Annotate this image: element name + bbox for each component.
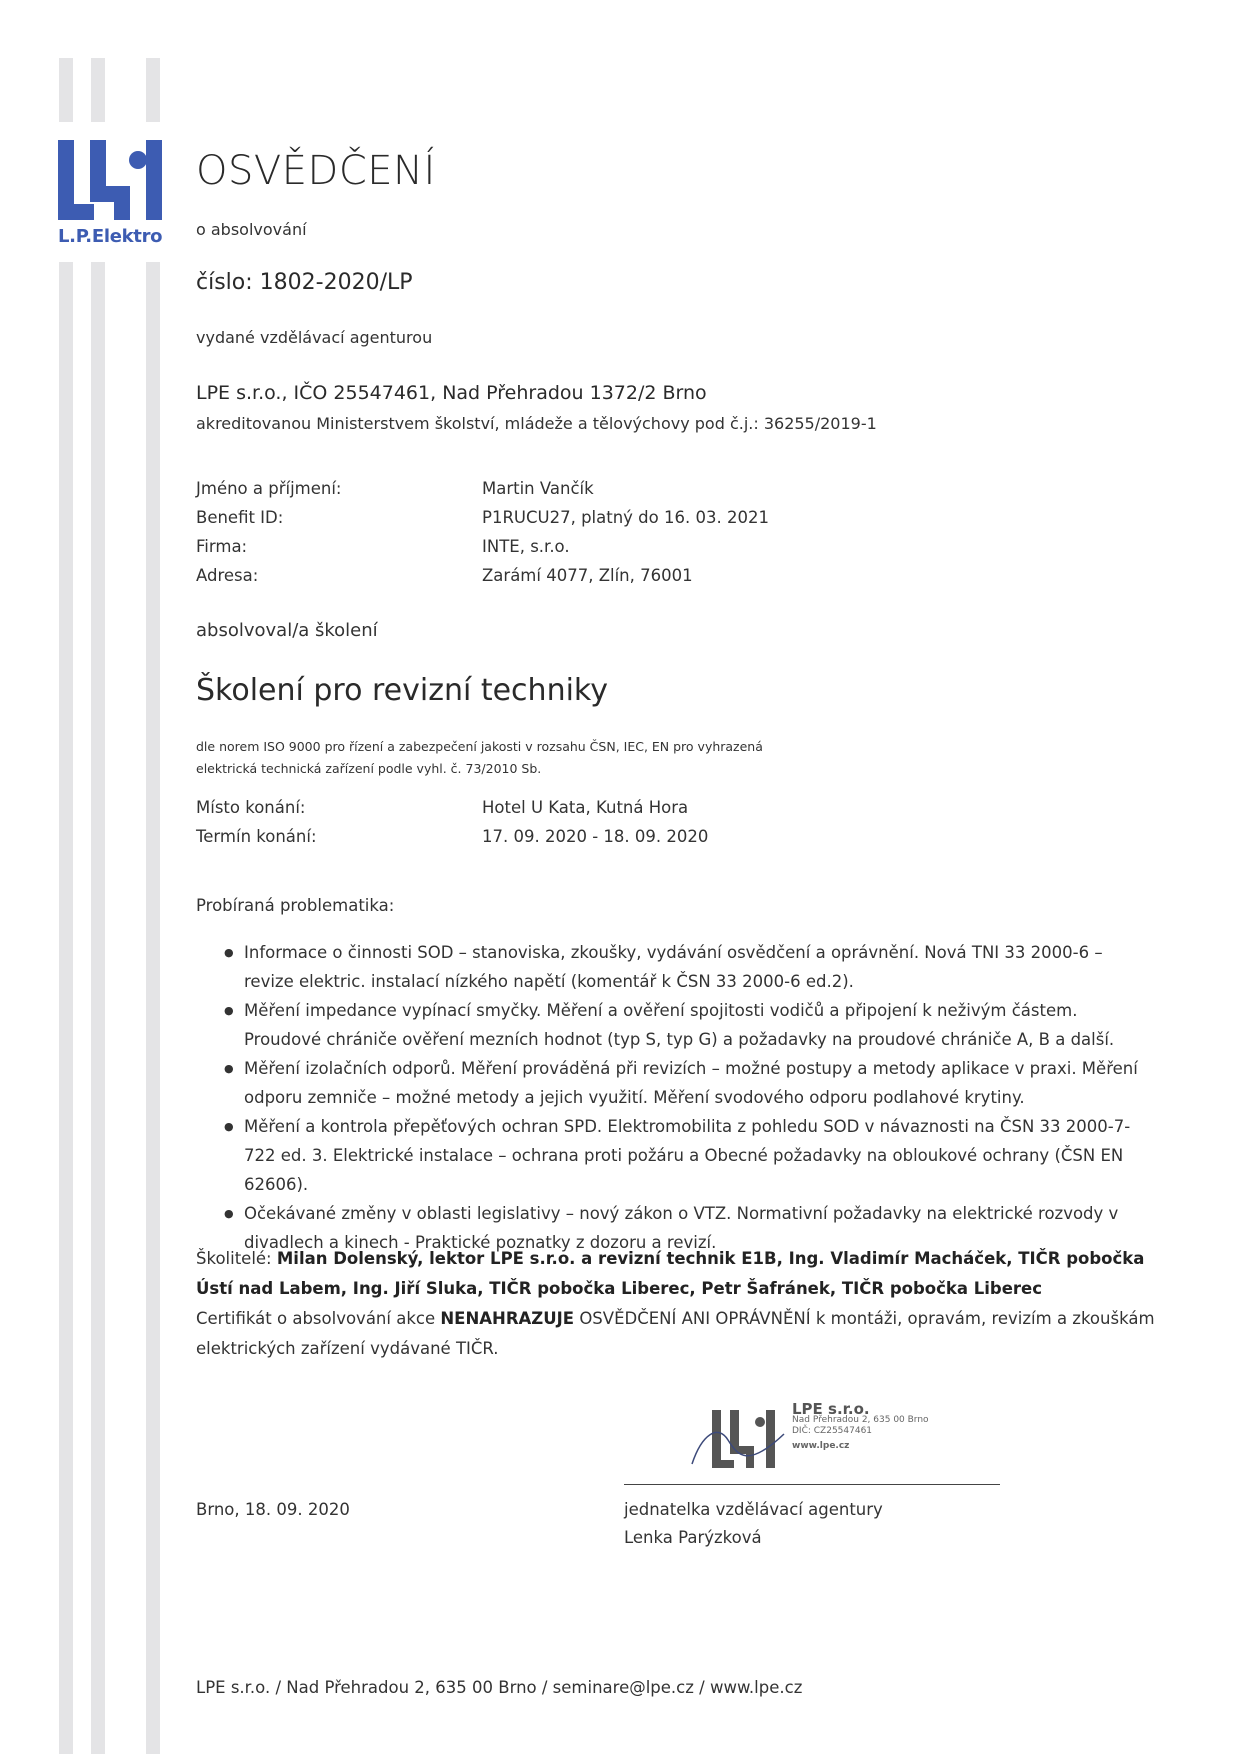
detail-row [196,827,708,856]
stamp-logo-icon [688,1404,788,1474]
list-item: ● Měření izolačních odporů. Měření prováděná při revizích – možné postupy a metody aplikace v praxi. Měření odporu zemniče – možné metody a jejich využití. Měření svodového odporu podlahové krytiny. [226,1054,1156,1112]
trainers-paragraph [196,1244,1156,1364]
completed-label: absolvoval/a školení [196,620,378,641]
signatory-name: Lenka Parýzková [624,1528,762,1547]
detail-label: Místo konání: [196,798,306,817]
detail-label: Firma: [196,537,248,556]
decor-stripe [146,58,160,122]
detail-row [196,508,769,537]
decor-stripe [59,262,73,1754]
signature-line [624,1484,1000,1485]
detail-label: Termín konání: [196,827,317,846]
detail-label: Benefit ID: [196,508,284,527]
list-item: ● Měření a kontrola přepěťových ochran SPD. Elektromobilita z pohledu SOD v návaznosti na ČSN 33 2000-7-722 ed. 3. Elektrické instalace – ochrana proti požáru a Obecné požadavky na obloukové ochrany (ČSN EN 62606). [226,1112,1156,1199]
person-details [196,479,769,595]
stamp-web: www.lpe.cz [792,1441,850,1451]
lpe-logo-icon [58,138,162,222]
event-details [196,798,708,856]
company-stamp [688,1400,948,1474]
list-item: ● Očekávané změny v oblasti legislativy – nový zákon o VTZ. Normativní požadavky na elektrické rozvody v divadlech a kinech - Praktické poznatky z dozoru a revizí. [226,1199,1156,1257]
trainers-names: Milan Dolenský, lektor LPE s.r.o. a revizní technik E1B, Ing. Vladimír Macháček, TIČR pobočka Ústí nad Labem, Ing. Jiří Sluka, TIČR pobočka Liberec, Petr Šafránek, TIČR pobočka Liberec [196,1249,1145,1298]
list-item: ● Informace o činnosti SOD – stanoviska, zkoušky, vydávání osvědčení a oprávnění. Nová TNI 33 2000-6 – revize elektric. instalací nízkého napětí (komentář k ČSN 33 2000-6 ed.2). [226,938,1156,996]
stamp-address: Nad Přehradou 2, 635 00 Brno [792,1415,929,1425]
course-norm-line: dle norem ISO 9000 pro řízení a zabezpečení jakosti v rozsahu ČSN, IEC, EN pro vyhrazená [196,739,763,754]
stamp-company-name: LPE s.r.o. [792,1400,870,1418]
detail-value: Martin Vančík [482,479,594,498]
course-title: Školení pro revizní techniky [196,673,608,708]
trainers-label: Školitelé: [196,1249,277,1268]
decor-stripe [59,58,73,122]
course-norm-text [196,736,763,780]
document-title: OSVĚDČENÍ [196,148,436,194]
course-norm-line: elektrická technická zařízení podle vyhl. č. 73/2010 Sb. [196,761,542,776]
notice-text: OSVĚDČENÍ ANI OPRÁVNĚNÍ k montáži, opravám, revizím a zkouškám elektrických zařízení vydávané TIČR. [196,1309,1155,1358]
topics-label: Probíraná problematika: [196,896,395,915]
detail-value: INTE, s.r.o. [482,537,570,556]
company-logo [58,138,163,247]
detail-value: Hotel U Kata, Kutná Hora [482,798,689,817]
detail-value: P1RUCU27, platný do 16. 03. 2021 [482,508,769,527]
agency-name: LPE s.r.o., IČO 25547461, Nad Přehradou 1372/2 Brno [196,382,707,404]
topics-list [226,938,1156,1257]
detail-row [196,537,769,566]
detail-value: 17. 09. 2020 - 18. 09. 2020 [482,827,709,846]
notice-emphasis: NENAHRAZUJE [440,1309,575,1328]
stamp-text [792,1400,929,1452]
decor-stripe [91,58,105,122]
detail-label: Jméno a příjmení: [196,479,342,498]
accreditation-line: akreditovanou Ministerstvem školství, mládeže a tělovýchovy pod č.j.: 36255/2019-1 [196,414,877,433]
stamp-dic: DIČ: CZ25547461 [792,1426,873,1436]
detail-row [196,798,708,827]
detail-value: Zarámí 4077, Zlín, 76001 [482,566,693,585]
certificate-number: číslo: 1802-2020/LP [196,270,413,295]
notice-text: Certifikát o absolvování akce [196,1309,441,1328]
page-footer: LPE s.r.o. / Nad Přehradou 2, 635 00 Brno / seminare@lpe.cz / www.lpe.cz [196,1678,803,1697]
signatory-role: jednatelka vzdělávací agentury [624,1500,883,1519]
place-date: Brno, 18. 09. 2020 [196,1500,350,1519]
logo-brand-text: L.P.Elektro [58,226,163,247]
detail-row [196,566,769,595]
issued-by-label: vydané vzdělávací agenturou [196,328,433,347]
list-item: ● Měření impedance vypínací smyčky. Měření a ověření spojitosti vodičů a připojení k neživým částem. Proudové chrániče ověření mezních hodnot (typ S, typ G) a požadavky na proudové chrániče A, B a další. [226,996,1156,1054]
decor-stripe [91,262,105,1754]
detail-label: Adresa: [196,566,259,585]
decor-stripe [146,262,160,1754]
document-subtitle: o absolvování [196,220,307,239]
detail-row [196,479,769,508]
